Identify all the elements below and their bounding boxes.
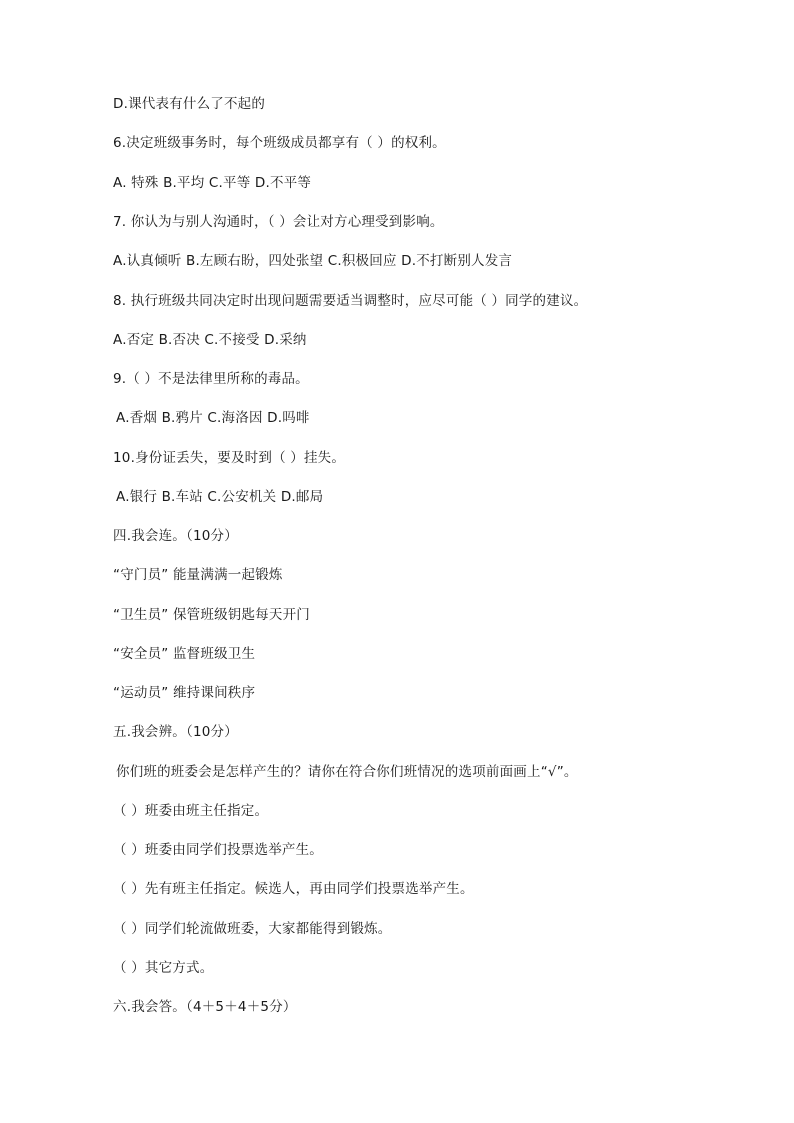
choice-item-5: （ ）其它方式。 xyxy=(113,960,214,976)
match-item-4: “运动员” 维持课间秩序 xyxy=(113,685,256,701)
question-9: 9.（ ）不是法律里所称的毒品。 xyxy=(113,371,309,387)
choice-item-2: （ ）班委由同学们投票选举产生。 xyxy=(113,842,323,858)
choice-item-1: （ ）班委由班主任指定。 xyxy=(113,803,269,819)
question-7: 7. 你认为与别人沟通时，（ ）会让对方心理受到影响。 xyxy=(113,214,444,230)
option-d-q5: D.课代表有什么了不起的 xyxy=(113,96,266,112)
question-6: 6.决定班级事务时，每个班级成员都享有（ ）的权利。 xyxy=(113,135,446,151)
match-item-2: “卫生员” 保管班级钥匙每天开门 xyxy=(113,607,310,623)
options-q8: A.否定 B.否决 C.不接受 D.采纳 xyxy=(113,332,307,348)
question-8: 8. 执行班级共同决定时出现问题需要适当调整时，应尽可能（ ）同学的建议。 xyxy=(113,293,588,309)
section-5-prompt: 你们班的班委会是怎样产生的？请你在符合你们班情况的选项前面画上“√”。 xyxy=(116,764,578,780)
options-q7: A.认真倾听 B.左顾右盼，四处张望 C.积极回应 D.不打断别人发言 xyxy=(113,253,513,269)
match-item-3: “安全员” 监督班级卫生 xyxy=(113,646,256,662)
match-item-1: “守门员” 能量满满一起锻炼 xyxy=(113,567,283,583)
options-q9: A.香烟 B.鸦片 C.海洛因 D.吗啡 xyxy=(116,410,310,426)
choice-item-4: （ ）同学们轮流做班委，大家都能得到锻炼。 xyxy=(113,921,392,937)
options-q6: A. 特殊 B.平均 C.平等 D.不平等 xyxy=(113,175,312,191)
options-q10: A.银行 B.车站 C.公安机关 D.邮局 xyxy=(116,489,324,505)
section-5-heading: 五.我会辨。（10分） xyxy=(113,724,238,740)
choice-item-3: （ ）先有班主任指定。候选人，再由同学们投票选举产生。 xyxy=(113,881,474,897)
section-4-heading: 四.我会连。（10分） xyxy=(113,528,238,544)
question-10: 10.身份证丢失，要及时到（ ）挂失。 xyxy=(113,450,346,466)
section-6-heading: 六.我会答。（4＋5＋4＋5分） xyxy=(113,999,297,1015)
